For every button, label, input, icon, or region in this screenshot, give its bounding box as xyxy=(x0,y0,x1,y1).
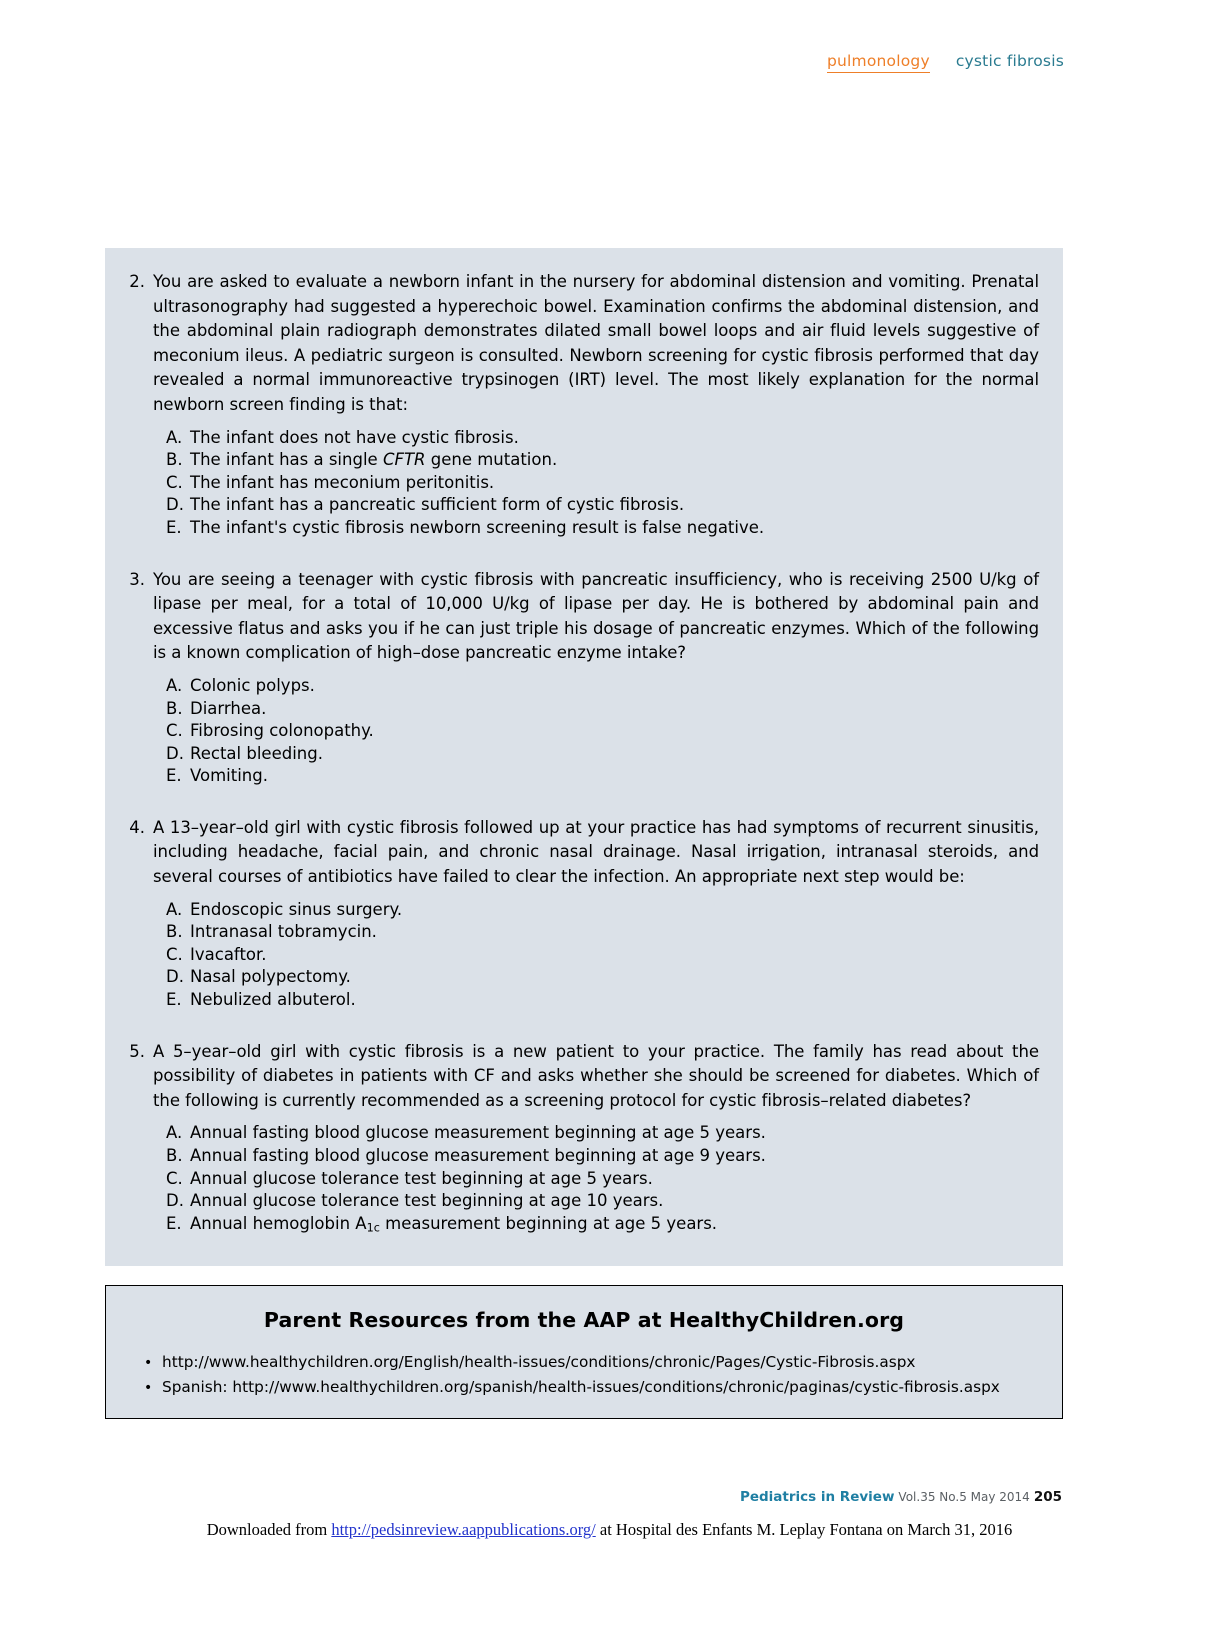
option-text: Annual glucose tolerance test beginning at age 10 years. xyxy=(190,1191,664,1211)
option-letter: C. xyxy=(166,721,183,741)
question-option[interactable] xyxy=(166,1190,1039,1213)
question-option[interactable] xyxy=(166,1168,1039,1191)
bullet-icon: • xyxy=(144,1355,153,1371)
question-option[interactable] xyxy=(166,472,1039,495)
download-prefix: Downloaded from xyxy=(206,1520,332,1539)
resource-link-item[interactable] xyxy=(144,1350,1042,1375)
resource-link-item[interactable] xyxy=(144,1375,1042,1400)
question-option[interactable] xyxy=(166,765,1039,788)
question-item xyxy=(123,568,1039,788)
option-text: The infant does not have cystic fibrosis. xyxy=(190,427,519,447)
option-letter: C. xyxy=(166,472,183,492)
running-head xyxy=(827,52,1064,73)
running-head-category: pulmonology xyxy=(827,52,930,73)
question-body xyxy=(153,568,1039,788)
question-number: 2. xyxy=(129,272,145,291)
option-text: Annual fasting blood glucose measurement beginning at age 5 years. xyxy=(190,1123,766,1143)
question-option[interactable] xyxy=(166,743,1039,766)
option-letter: B. xyxy=(166,450,183,470)
journal-volume: Vol.35 No.5 May 2014 xyxy=(898,1490,1030,1504)
question-stem: You are seeing a teenager with cystic fibrosis with pancreatic insufficiency, who is receiving 2500 U/kg of lipase per meal, for a total of 10,000 U/kg of lipase per day. He is bothered by abdominal pain and excessive flatus and asks you if he can just triple his dosage of pancreatic enzymes. Which of the following is a known complication of high–dose pancreatic enzyme intake? xyxy=(153,569,1039,663)
option-letter: E. xyxy=(166,990,182,1010)
question-body xyxy=(153,1040,1039,1240)
option-letter: A. xyxy=(166,1123,183,1143)
question-options xyxy=(153,427,1039,540)
resource-link-text: http://www.healthychildren.org/English/health-issues/conditions/chronic/Pages/Cystic-Fibrosis.aspx xyxy=(162,1353,916,1371)
question-stem: You are asked to evaluate a newborn infant in the nursery for abdominal distension and vomiting. Prenatal ultrasonography had suggested a hyperechoic bowel. Examination confirms the abdominal distension, and the abdominal plain radiograph demonstrates dilated small bowel loops and air fluid levels suggestive of meconium ileus. A pediatric surgeon is consulted. Newborn screening for cystic fibrosis performed that day revealed a normal immunoreactive trypsinogen (IRT) level. The most likely explanation for the normal newborn screen finding is that: xyxy=(153,272,1039,414)
option-text: The infant's cystic fibrosis newborn screening result is false negative. xyxy=(190,517,765,537)
question-options xyxy=(153,675,1039,788)
option-letter: B. xyxy=(166,1146,183,1165)
question-option[interactable] xyxy=(166,720,1039,743)
question-item xyxy=(123,816,1039,1012)
option-text: Nebulized albuterol. xyxy=(190,990,356,1010)
option-letter: A. xyxy=(166,899,183,919)
download-stamp xyxy=(0,1520,1219,1540)
option-letter: E. xyxy=(166,766,182,786)
option-text: Annual glucose tolerance test beginning at age 5 years. xyxy=(190,1168,653,1188)
question-option[interactable] xyxy=(166,1122,1039,1145)
question-option[interactable] xyxy=(166,921,1039,944)
option-text: Intranasal tobramycin. xyxy=(190,922,377,942)
question-item xyxy=(123,1040,1039,1240)
question-option[interactable] xyxy=(166,517,1039,540)
parent-resources-list xyxy=(126,1350,1042,1400)
resource-link-text: Spanish: http://www.healthychildren.org/spanish/health-issues/conditions/chronic/paginas/cystic-fibrosis.aspx xyxy=(162,1378,1000,1396)
question-option[interactable] xyxy=(166,1213,1039,1240)
question-body xyxy=(153,270,1039,540)
question-stem: A 5–year–old girl with cystic fibrosis is a new patient to your practice. The family has read about the possibility of diabetes in patients with CF and asks whether she should be screened for diabetes. Which of the following is currently recommended as a screening protocol for cystic fibrosis–related diabetes? xyxy=(153,1041,1039,1110)
journal-citation xyxy=(740,1489,1062,1505)
option-text: Vomiting. xyxy=(190,766,268,786)
question-option[interactable] xyxy=(166,427,1039,450)
question-option[interactable] xyxy=(166,675,1039,698)
question-option[interactable] xyxy=(166,944,1039,967)
option-letter: D. xyxy=(166,495,184,515)
download-url-link[interactable]: http://pedsinreview.aappublications.org/ xyxy=(331,1520,596,1539)
bullet-icon: • xyxy=(144,1380,153,1396)
option-text: Endoscopic sinus surgery. xyxy=(190,899,403,919)
option-letter: E. xyxy=(166,517,182,537)
option-text: Colonic polyps. xyxy=(190,675,315,695)
option-letter: D. xyxy=(166,1191,184,1211)
running-head-topic: cystic fibrosis xyxy=(955,52,1064,70)
question-item xyxy=(123,270,1039,540)
option-letter: E. xyxy=(166,1213,182,1233)
option-text: Nasal polypectomy. xyxy=(190,967,351,987)
question-stem: A 13–year–old girl with cystic fibrosis followed up at your practice has had symptoms of recurrent sinusitis, including headache, facial pain, and chronic nasal drainage. Nasal irrigation, intranasal steroids, and several courses of antibiotics have failed to clear the infection. An appropriate next step would be: xyxy=(153,817,1039,887)
option-text: The infant has a pancreatic sufficient form of cystic fibrosis. xyxy=(190,495,685,515)
option-letter: D. xyxy=(166,967,184,987)
parent-resources-box xyxy=(105,1285,1063,1419)
option-text: Diarrhea. xyxy=(190,698,267,718)
question-option[interactable] xyxy=(166,966,1039,989)
option-text: Ivacaftor. xyxy=(190,944,267,964)
question-number: 5. xyxy=(129,1041,145,1061)
question-option[interactable] xyxy=(166,449,1039,472)
question-option[interactable] xyxy=(166,989,1039,1012)
option-text: Annual fasting blood glucose measurement beginning at age 9 years. xyxy=(190,1146,766,1165)
question-options xyxy=(153,899,1039,1012)
question-option[interactable] xyxy=(166,1145,1039,1168)
option-text: The infant has meconium peritonitis. xyxy=(190,472,495,492)
option-text: The infant has a single CFTR gene mutation. xyxy=(190,450,558,470)
question-options xyxy=(153,1122,1039,1239)
option-letter: C. xyxy=(166,1168,183,1188)
option-text: Annual hemoglobin $A_{1c}$ measurement beginning at age 5 years. xyxy=(190,1213,718,1235)
journal-name: Pediatrics in Review xyxy=(739,1489,895,1505)
question-option[interactable] xyxy=(166,494,1039,517)
option-letter: A. xyxy=(166,427,183,447)
question-panel xyxy=(105,248,1063,1266)
option-letter: C. xyxy=(166,944,183,964)
question-body xyxy=(153,816,1039,1012)
option-letter: B. xyxy=(166,922,183,942)
option-text: Fibrosing colonopathy. xyxy=(190,721,374,741)
download-suffix: at Hospital des Enfants M. Leplay Fontana on March 31, 2016 xyxy=(595,1520,1013,1539)
parent-resources-title: Parent Resources from the AAP at HealthyChildren.org xyxy=(263,1308,905,1332)
option-letter: D. xyxy=(166,743,184,763)
option-letter: A. xyxy=(166,675,183,695)
page-number: 205 xyxy=(1033,1489,1062,1505)
question-option[interactable] xyxy=(166,698,1039,721)
option-text: Rectal bleeding. xyxy=(190,743,323,763)
question-option[interactable] xyxy=(166,899,1039,922)
option-letter: B. xyxy=(166,698,183,718)
question-number: 3. xyxy=(129,569,145,589)
question-number: 4. xyxy=(129,817,145,837)
